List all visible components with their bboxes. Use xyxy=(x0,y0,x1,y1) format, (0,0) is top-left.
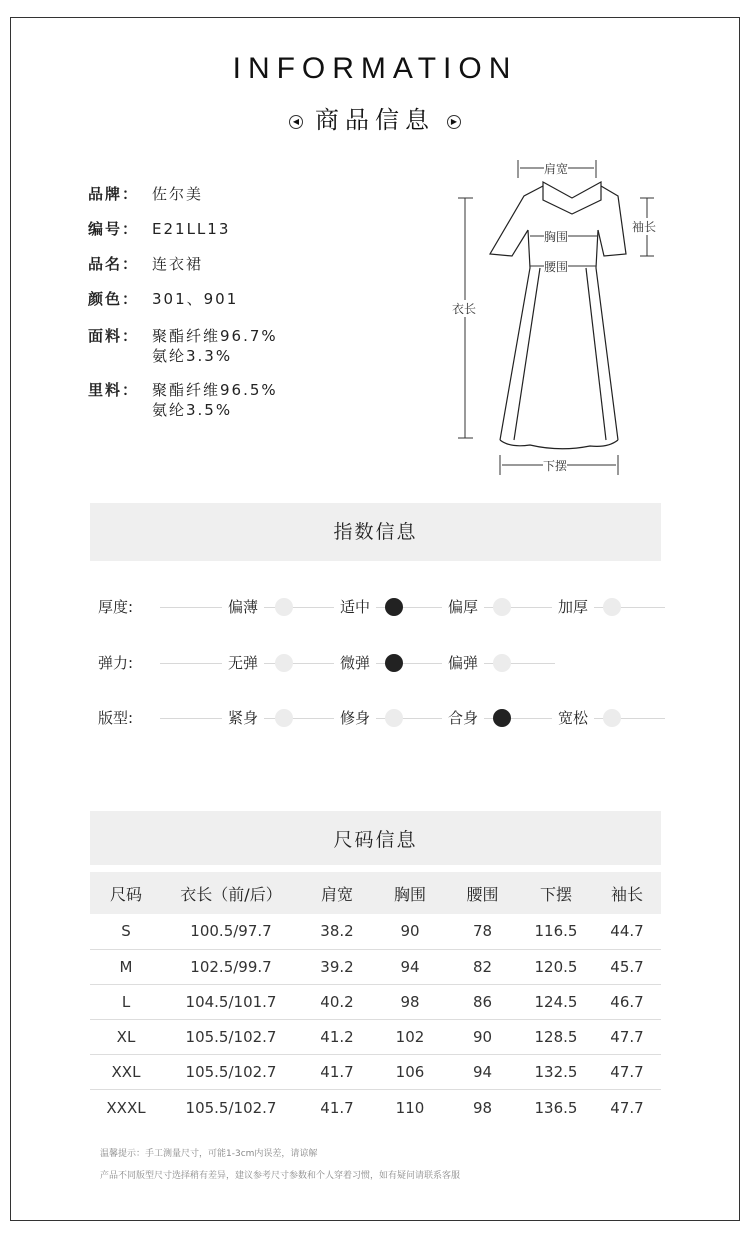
spec-brand xyxy=(88,184,278,205)
table-row xyxy=(90,984,661,1019)
index-row-elasticity xyxy=(90,652,665,676)
size-cell: 105.5/102.7 xyxy=(162,1055,300,1090)
size-cell: 105.5/102.7 xyxy=(185,1098,277,1117)
spec-value: 佐尔美 xyxy=(152,185,204,203)
index-dot xyxy=(493,598,511,616)
note-fit-advice: 产品不同版型尺寸选择稍有差异，建议参考尺寸参数和个人穿着习惯，如有疑问请联系客服 xyxy=(100,1171,461,1181)
size-cell: 105.5/102.7 xyxy=(162,1020,300,1055)
index-row-label: 弹力: xyxy=(98,654,134,672)
size-cell: 86 xyxy=(446,984,519,1019)
index-option: 偏厚 xyxy=(442,596,484,618)
spec-label: 面料： xyxy=(88,327,140,345)
index-option: 偏弹 xyxy=(442,652,484,674)
size-cell: 41.7 xyxy=(300,1055,374,1090)
size-cell: 98 xyxy=(472,1098,493,1117)
label-hem: 下摆 xyxy=(543,459,568,473)
size-cell: S xyxy=(90,914,162,949)
chevron-left-icon: ◀ xyxy=(289,115,303,129)
size-cell: 102 xyxy=(374,1020,446,1055)
size-header-cell: 尺码 xyxy=(90,872,162,914)
index-option: 合身 xyxy=(442,707,484,729)
size-cell: 78 xyxy=(446,914,519,949)
size-header-cell: 肩宽 xyxy=(300,872,374,914)
spec-label: 里料： xyxy=(88,381,140,399)
size-header-cell: 下摆 xyxy=(519,872,593,914)
size-title: 尺码信息 xyxy=(90,811,661,865)
table-row xyxy=(90,1090,661,1125)
index-option: 修身 xyxy=(334,707,376,729)
size-cell: 45.7 xyxy=(593,949,661,984)
spec-value xyxy=(152,380,278,420)
spec-color xyxy=(88,289,278,310)
size-header-cell: 胸围 xyxy=(374,872,446,914)
index-row-fit xyxy=(90,707,665,731)
index-row-label: 版型: xyxy=(98,709,134,727)
size-cell: XXL xyxy=(90,1055,162,1090)
size-cell: 98 xyxy=(374,984,446,1019)
size-cell: 82 xyxy=(446,949,519,984)
index-option: 紧身 xyxy=(222,707,264,729)
size-cell: 124.5 xyxy=(519,984,593,1019)
index-dot-selected xyxy=(493,709,511,727)
size-cell: 38.2 xyxy=(300,914,374,949)
size-cell: 41.2 xyxy=(300,1020,374,1055)
size-cell: XL xyxy=(90,1020,162,1055)
size-cell: XXXL xyxy=(106,1098,146,1117)
table-row xyxy=(90,949,661,984)
spec-label: 品牌： xyxy=(88,185,140,203)
spec-value-line: 聚酯纤维96.7% xyxy=(152,327,278,345)
size-cell: 90 xyxy=(446,1020,519,1055)
index-option: 无弹 xyxy=(222,652,264,674)
label-waist: 腰围 xyxy=(544,260,569,274)
size-cell: L xyxy=(90,984,162,1019)
size-cell: 47.7 xyxy=(593,1020,661,1055)
index-dot xyxy=(275,598,293,616)
spec-lining xyxy=(88,380,278,420)
title-cn: 商品信息 xyxy=(315,106,435,134)
size-cell: 132.5 xyxy=(519,1055,593,1090)
size-cell: 110 xyxy=(395,1098,425,1117)
size-cell: 40.2 xyxy=(300,984,374,1019)
index-option: 微弹 xyxy=(334,652,376,674)
size-cell: 116.5 xyxy=(519,914,593,949)
spec-value-line: 氨纶3.3% xyxy=(152,347,233,365)
spec-label: 品名： xyxy=(88,255,140,273)
index-dot xyxy=(385,709,403,727)
index-dot xyxy=(275,709,293,727)
size-cell: 120.5 xyxy=(519,949,593,984)
spec-list xyxy=(88,184,278,434)
spec-code xyxy=(88,219,278,240)
label-chest: 胸围 xyxy=(544,230,569,244)
index-title: 指数信息 xyxy=(90,503,661,561)
dress-sketch xyxy=(440,150,680,490)
size-table xyxy=(90,872,661,1125)
size-cell: 94 xyxy=(374,949,446,984)
size-cell: 39.2 xyxy=(300,949,374,984)
index-dot xyxy=(603,709,621,727)
size-cell: 106 xyxy=(374,1055,446,1090)
label-length: 衣长 xyxy=(452,302,477,316)
index-dot-selected xyxy=(385,654,403,672)
size-cell: 94 xyxy=(446,1055,519,1090)
index-option: 适中 xyxy=(334,596,376,618)
spec-fabric xyxy=(88,326,278,366)
index-row-label: 厚度: xyxy=(98,598,134,616)
table-row xyxy=(90,1055,661,1090)
spec-name xyxy=(88,254,278,275)
spec-value-line: 氨纶3.5% xyxy=(152,401,233,419)
index-dot-selected xyxy=(385,598,403,616)
size-header-cell: 袖长 xyxy=(593,872,661,914)
note-measurement: 温馨提示：手工测量尺寸，可能1-3cm内误差，请谅解 xyxy=(100,1149,318,1159)
size-cell: 41.7 xyxy=(320,1098,354,1117)
index-dot xyxy=(493,654,511,672)
size-cell: 128.5 xyxy=(519,1020,593,1055)
label-shoulder: 肩宽 xyxy=(544,162,569,176)
title-cn-wrap xyxy=(0,100,750,135)
table-row xyxy=(90,1020,661,1055)
spec-value: E21LL13 xyxy=(152,220,231,238)
size-cell: 102.5/99.7 xyxy=(162,949,300,984)
size-table-header xyxy=(90,872,661,914)
spec-value: 301、901 xyxy=(152,290,239,308)
label-sleeve: 袖长 xyxy=(632,220,657,234)
size-cell: 47.7 xyxy=(610,1098,644,1117)
size-cell: 100.5/97.7 xyxy=(162,914,300,949)
dress-outline xyxy=(440,150,680,490)
size-header-cell: 腰围 xyxy=(446,872,519,914)
size-cell: 104.5/101.7 xyxy=(162,984,300,1019)
spec-value xyxy=(152,326,278,366)
spec-value: 连衣裙 xyxy=(152,255,204,273)
spec-value-line: 聚酯纤维96.5% xyxy=(152,381,278,399)
spec-label: 编号： xyxy=(88,220,140,238)
index-option: 宽松 xyxy=(552,707,594,729)
size-cell: 90 xyxy=(374,914,446,949)
size-cell: 47.7 xyxy=(593,1055,661,1090)
chevron-right-icon: ▶ xyxy=(447,115,461,129)
size-cell: 44.7 xyxy=(593,914,661,949)
spec-label: 颜色： xyxy=(88,290,140,308)
index-dot xyxy=(275,654,293,672)
index-option: 加厚 xyxy=(552,596,594,618)
size-cell: 136.5 xyxy=(534,1098,578,1117)
index-dot xyxy=(603,598,621,616)
size-cell: 46.7 xyxy=(593,984,661,1019)
size-cell: M xyxy=(90,949,162,984)
index-row-thickness xyxy=(90,596,665,620)
title-en: INFORMATION xyxy=(232,52,518,85)
index-option: 偏薄 xyxy=(222,596,264,618)
table-row xyxy=(90,914,661,949)
size-header-cell: 衣长（前/后） xyxy=(162,872,300,914)
